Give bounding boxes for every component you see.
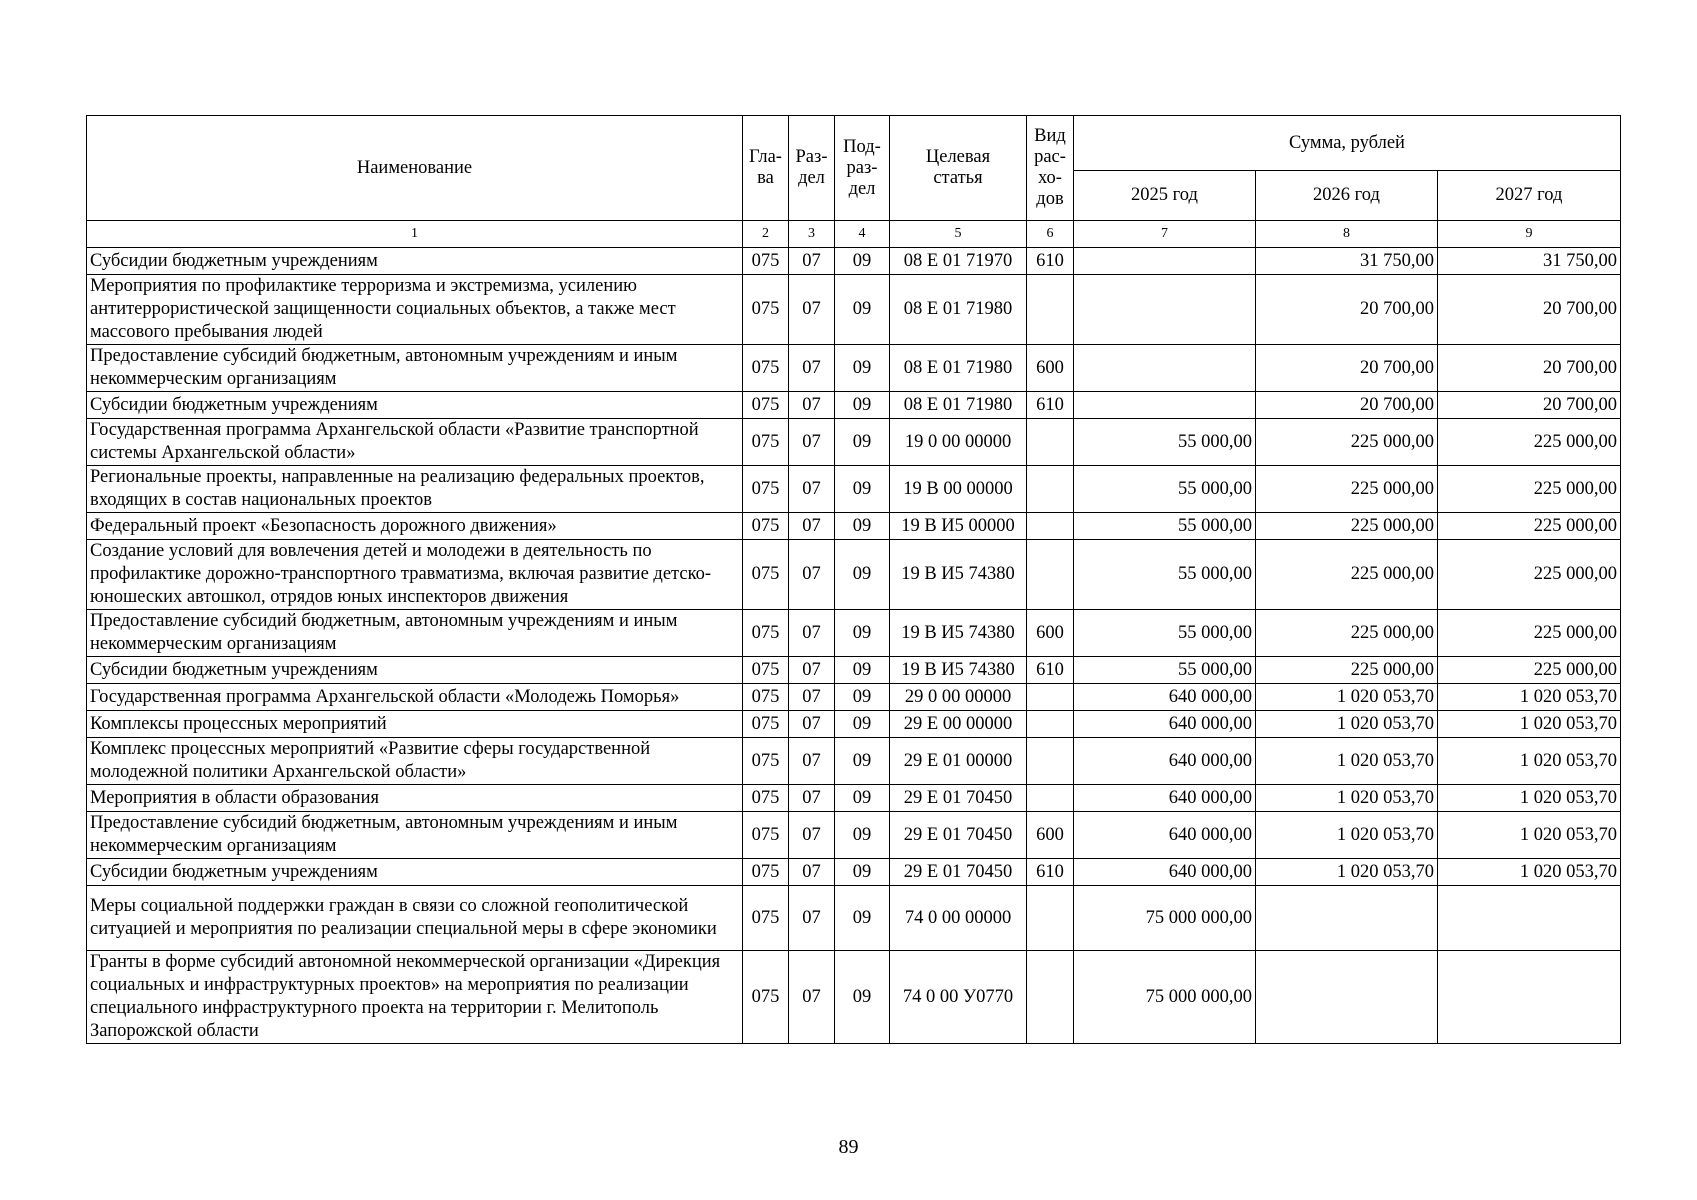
column-number: 5 (890, 221, 1027, 248)
cell-glava: 075 (743, 738, 789, 785)
cell-2026: 225 000,00 (1256, 513, 1438, 540)
cell-name: Предоставление субсидий бюджетным, автономным учреждениям и иным некоммерческим организациям (87, 812, 743, 859)
header-podrazdel: Под- раз- дел (835, 116, 890, 221)
cell-vid (1027, 738, 1074, 785)
cell-glava: 075 (743, 711, 789, 738)
column-number: 9 (1438, 221, 1621, 248)
cell-2027: 31 750,00 (1438, 248, 1621, 275)
cell-2025: 75 000 000,00 (1074, 951, 1256, 1044)
cell-2027: 1 020 053,70 (1438, 785, 1621, 812)
cell-podrazdel: 09 (835, 248, 890, 275)
cell-celevaya: 08 Е 01 71980 (890, 345, 1027, 392)
cell-2025 (1074, 345, 1256, 392)
cell-podrazdel: 09 (835, 859, 890, 886)
cell-2026: 1 020 053,70 (1256, 738, 1438, 785)
cell-vid: 600 (1027, 345, 1074, 392)
table-row (87, 785, 1621, 812)
column-number: 8 (1256, 221, 1438, 248)
table-row (87, 886, 1621, 951)
header-summa: Сумма, рублей (1074, 116, 1621, 171)
cell-2025 (1074, 275, 1256, 345)
cell-name: Субсидии бюджетным учреждениям (87, 248, 743, 275)
column-number: 6 (1027, 221, 1074, 248)
cell-2027: 20 700,00 (1438, 275, 1621, 345)
table-row (87, 513, 1621, 540)
cell-celevaya: 29 Е 01 70450 (890, 859, 1027, 886)
cell-razdel: 07 (789, 951, 835, 1044)
table-row (87, 419, 1621, 466)
cell-celevaya: 08 Е 01 71980 (890, 275, 1027, 345)
cell-celevaya: 19 В И5 74380 (890, 610, 1027, 657)
cell-celevaya: 29 0 00 00000 (890, 684, 1027, 711)
cell-2025: 55 000,00 (1074, 419, 1256, 466)
cell-2026 (1256, 886, 1438, 951)
cell-razdel: 07 (789, 610, 835, 657)
cell-podrazdel: 09 (835, 610, 890, 657)
table-row (87, 392, 1621, 419)
cell-2026: 225 000,00 (1256, 657, 1438, 684)
cell-celevaya: 08 Е 01 71980 (890, 392, 1027, 419)
cell-vid (1027, 419, 1074, 466)
cell-name: Государственная программа Архангельской области «Развитие транспортной системы Архангельской области» (87, 419, 743, 466)
table-row (87, 684, 1621, 711)
cell-razdel: 07 (789, 684, 835, 711)
cell-razdel: 07 (789, 248, 835, 275)
cell-podrazdel: 09 (835, 812, 890, 859)
cell-2026: 225 000,00 (1256, 466, 1438, 513)
table-row (87, 951, 1621, 1044)
cell-vid (1027, 466, 1074, 513)
column-number: 3 (789, 221, 835, 248)
cell-2027: 225 000,00 (1438, 540, 1621, 610)
table-row (87, 345, 1621, 392)
cell-podrazdel: 09 (835, 711, 890, 738)
cell-2027: 1 020 053,70 (1438, 684, 1621, 711)
cell-celevaya: 29 Е 01 70450 (890, 812, 1027, 859)
cell-podrazdel: 09 (835, 392, 890, 419)
cell-2027 (1438, 951, 1621, 1044)
cell-2025: 55 000,00 (1074, 610, 1256, 657)
cell-podrazdel: 09 (835, 738, 890, 785)
cell-razdel: 07 (789, 466, 835, 513)
cell-celevaya: 29 Е 00 00000 (890, 711, 1027, 738)
cell-podrazdel: 09 (835, 345, 890, 392)
cell-2027: 225 000,00 (1438, 419, 1621, 466)
table-row (87, 711, 1621, 738)
cell-2025: 640 000,00 (1074, 684, 1256, 711)
cell-2027: 1 020 053,70 (1438, 812, 1621, 859)
table-row (87, 610, 1621, 657)
cell-glava: 075 (743, 466, 789, 513)
cell-2025: 640 000,00 (1074, 859, 1256, 886)
cell-2025: 640 000,00 (1074, 812, 1256, 859)
cell-name: Региональные проекты, направленные на реализацию федеральных проектов, входящих в состав национальных проектов (87, 466, 743, 513)
cell-name: Комплексы процессных мероприятий (87, 711, 743, 738)
cell-celevaya: 29 Е 01 00000 (890, 738, 1027, 785)
cell-vid (1027, 951, 1074, 1044)
column-number: 7 (1074, 221, 1256, 248)
cell-glava: 075 (743, 392, 789, 419)
cell-glava: 075 (743, 657, 789, 684)
cell-name: Мероприятия в области образования (87, 785, 743, 812)
cell-name: Создание условий для вовлечения детей и молодежи в деятельность по профилактике дорожно-транспортного травматизма, включая развитие детско-юношеских автошкол, отрядов юных инспекторов движения (87, 540, 743, 610)
cell-2026: 20 700,00 (1256, 275, 1438, 345)
cell-2027: 225 000,00 (1438, 466, 1621, 513)
cell-glava: 075 (743, 275, 789, 345)
table-row (87, 738, 1621, 785)
cell-razdel: 07 (789, 657, 835, 684)
table-row (87, 466, 1621, 513)
cell-glava: 075 (743, 248, 789, 275)
cell-2026 (1256, 951, 1438, 1044)
cell-name: Предоставление субсидий бюджетным, автономным учреждениям и иным некоммерческим организациям (87, 345, 743, 392)
header-vid: Вид рас- хо- дов (1027, 116, 1074, 221)
header-year-2025: 2025 год (1074, 171, 1256, 221)
cell-razdel: 07 (789, 812, 835, 859)
cell-razdel: 07 (789, 738, 835, 785)
cell-name: Меры социальной поддержки граждан в связи со сложной геополитической ситуацией и мероприятия по реализации специальной меры в сфере экономики (87, 886, 743, 951)
cell-2025: 55 000,00 (1074, 513, 1256, 540)
cell-celevaya: 29 Е 01 70450 (890, 785, 1027, 812)
cell-vid (1027, 684, 1074, 711)
cell-razdel: 07 (789, 392, 835, 419)
header-year-2026: 2026 год (1256, 171, 1438, 221)
cell-podrazdel: 09 (835, 419, 890, 466)
cell-razdel: 07 (789, 419, 835, 466)
cell-2026: 20 700,00 (1256, 392, 1438, 419)
cell-2026: 225 000,00 (1256, 540, 1438, 610)
cell-podrazdel: 09 (835, 684, 890, 711)
cell-glava: 075 (743, 684, 789, 711)
cell-vid: 600 (1027, 812, 1074, 859)
cell-glava: 075 (743, 345, 789, 392)
column-number: 4 (835, 221, 890, 248)
header-year-2027: 2027 год (1438, 171, 1621, 221)
cell-2025: 55 000,00 (1074, 466, 1256, 513)
cell-glava: 075 (743, 785, 789, 812)
cell-2026: 225 000,00 (1256, 610, 1438, 657)
cell-name: Государственная программа Архангельской области «Молодежь Поморья» (87, 684, 743, 711)
cell-name: Субсидии бюджетным учреждениям (87, 859, 743, 886)
column-number: 1 (87, 221, 743, 248)
cell-2027: 20 700,00 (1438, 392, 1621, 419)
cell-celevaya: 74 0 00 У0770 (890, 951, 1027, 1044)
cell-2026: 1 020 053,70 (1256, 812, 1438, 859)
column-number: 2 (743, 221, 789, 248)
cell-2027 (1438, 886, 1621, 951)
cell-celevaya: 19 0 00 00000 (890, 419, 1027, 466)
cell-podrazdel: 09 (835, 951, 890, 1044)
budget-table (86, 115, 1621, 1044)
cell-vid (1027, 275, 1074, 345)
table-body (87, 221, 1621, 1044)
cell-celevaya: 74 0 00 00000 (890, 886, 1027, 951)
cell-name: Субсидии бюджетным учреждениям (87, 657, 743, 684)
cell-podrazdel: 09 (835, 886, 890, 951)
cell-2027: 225 000,00 (1438, 657, 1621, 684)
cell-podrazdel: 09 (835, 275, 890, 345)
cell-podrazdel: 09 (835, 513, 890, 540)
cell-razdel: 07 (789, 513, 835, 540)
cell-2026: 20 700,00 (1256, 345, 1438, 392)
cell-2027: 225 000,00 (1438, 610, 1621, 657)
cell-vid: 610 (1027, 392, 1074, 419)
cell-razdel: 07 (789, 859, 835, 886)
cell-celevaya: 19 В И5 00000 (890, 513, 1027, 540)
cell-2027: 20 700,00 (1438, 345, 1621, 392)
cell-2026: 1 020 053,70 (1256, 859, 1438, 886)
cell-podrazdel: 09 (835, 540, 890, 610)
cell-2025 (1074, 248, 1256, 275)
cell-name: Предоставление субсидий бюджетным, автономным учреждениям и иным некоммерческим организациям (87, 610, 743, 657)
cell-glava: 075 (743, 951, 789, 1044)
cell-celevaya: 19 В И5 74380 (890, 657, 1027, 684)
cell-vid (1027, 785, 1074, 812)
cell-vid (1027, 540, 1074, 610)
cell-2027: 1 020 053,70 (1438, 859, 1621, 886)
cell-name: Гранты в форме субсидий автономной некоммерческой организации «Дирекция социальных и инфраструктурных проектов» на мероприятия по реализации специального инфраструктурного проекта на территории г. Мелитополь Запорожской области (87, 951, 743, 1044)
table-row (87, 859, 1621, 886)
cell-2026: 225 000,00 (1256, 419, 1438, 466)
cell-glava: 075 (743, 419, 789, 466)
cell-name: Комплекс процессных мероприятий «Развитие сферы государственной молодежной политики Архангельской области» (87, 738, 743, 785)
cell-2026: 1 020 053,70 (1256, 785, 1438, 812)
cell-2025 (1074, 392, 1256, 419)
cell-2027: 225 000,00 (1438, 513, 1621, 540)
cell-podrazdel: 09 (835, 785, 890, 812)
cell-vid: 610 (1027, 657, 1074, 684)
cell-glava: 075 (743, 886, 789, 951)
cell-razdel: 07 (789, 345, 835, 392)
page-number: 89 (838, 1136, 859, 1158)
cell-razdel: 07 (789, 540, 835, 610)
table-row (87, 248, 1621, 275)
cell-razdel: 07 (789, 711, 835, 738)
cell-2025: 55 000,00 (1074, 540, 1256, 610)
cell-2026: 31 750,00 (1256, 248, 1438, 275)
header-celevaya: Целевая статья (890, 116, 1027, 221)
cell-name: Федеральный проект «Безопасность дорожного движения» (87, 513, 743, 540)
cell-glava: 075 (743, 540, 789, 610)
cell-podrazdel: 09 (835, 657, 890, 684)
cell-razdel: 07 (789, 785, 835, 812)
cell-2026: 1 020 053,70 (1256, 711, 1438, 738)
cell-glava: 075 (743, 610, 789, 657)
cell-celevaya: 08 Е 01 71970 (890, 248, 1027, 275)
cell-razdel: 07 (789, 886, 835, 951)
header-glava: Гла- ва (743, 116, 789, 221)
table-row (87, 657, 1621, 684)
header-razdel: Раз- дел (789, 116, 835, 221)
cell-razdel: 07 (789, 275, 835, 345)
cell-2025: 640 000,00 (1074, 785, 1256, 812)
cell-glava: 075 (743, 859, 789, 886)
cell-2025: 75 000 000,00 (1074, 886, 1256, 951)
header-name: Наименование (87, 116, 743, 221)
cell-vid (1027, 886, 1074, 951)
cell-celevaya: 19 В 00 00000 (890, 466, 1027, 513)
cell-name: Мероприятия по профилактике терроризма и экстремизма, усилению антитеррористической защищенности социальных объектов, а также мест массового пребывания людей (87, 275, 743, 345)
cell-podrazdel: 09 (835, 466, 890, 513)
cell-2025: 640 000,00 (1074, 711, 1256, 738)
cell-2026: 1 020 053,70 (1256, 684, 1438, 711)
table-row (87, 540, 1621, 610)
cell-vid: 600 (1027, 610, 1074, 657)
table-row (87, 812, 1621, 859)
table-row (87, 275, 1621, 345)
cell-2027: 1 020 053,70 (1438, 738, 1621, 785)
cell-celevaya: 19 В И5 74380 (890, 540, 1027, 610)
cell-vid: 610 (1027, 859, 1074, 886)
cell-2025: 640 000,00 (1074, 738, 1256, 785)
cell-vid (1027, 513, 1074, 540)
cell-name: Субсидии бюджетным учреждениям (87, 392, 743, 419)
cell-2027: 1 020 053,70 (1438, 711, 1621, 738)
cell-glava: 075 (743, 513, 789, 540)
column-numbers-row (87, 221, 1621, 248)
cell-2025: 55 000,00 (1074, 657, 1256, 684)
cell-vid: 610 (1027, 248, 1074, 275)
cell-glava: 075 (743, 812, 789, 859)
cell-vid (1027, 711, 1074, 738)
